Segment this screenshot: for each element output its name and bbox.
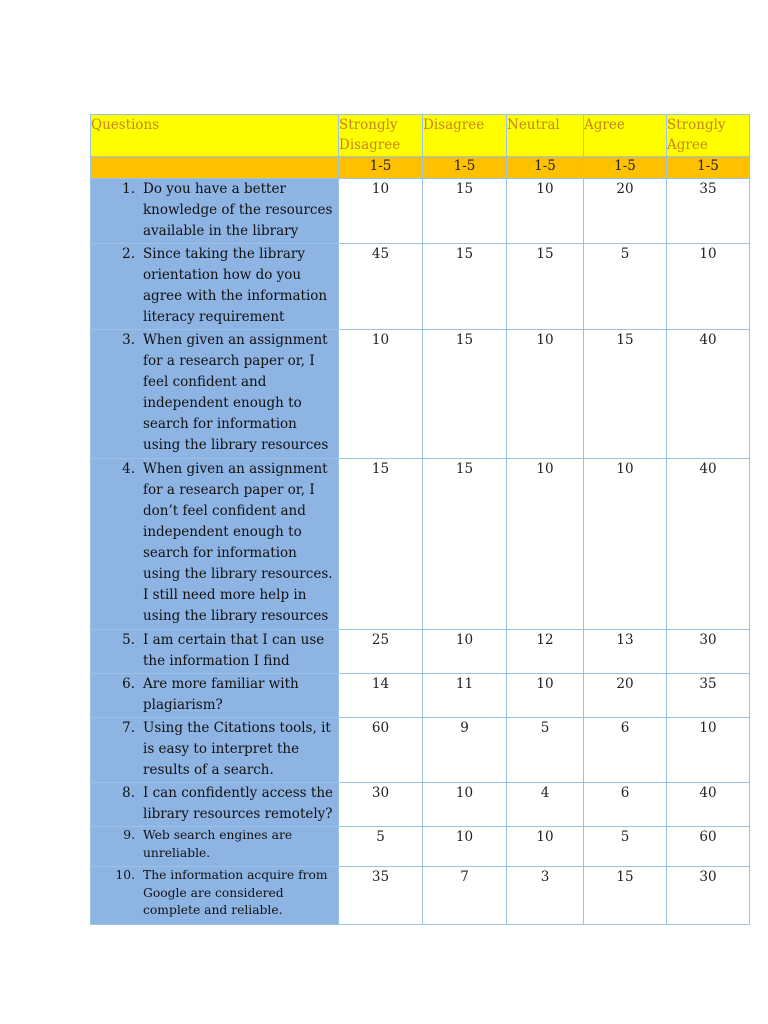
value-cell: 15 xyxy=(584,330,667,459)
value-cell: 10 xyxy=(507,330,584,459)
value-cell: 15 xyxy=(507,244,584,330)
question-number: 5. xyxy=(122,632,135,648)
question-text: Since taking the library orientation how do you agree with the information literacy requirement xyxy=(143,246,328,325)
value-cell: 14 xyxy=(339,674,423,718)
value-cell: 10 xyxy=(507,179,584,244)
question-text: Web search engines are unreliable. xyxy=(143,828,293,860)
value-cell: 6 xyxy=(584,783,667,827)
value-cell: 20 xyxy=(584,674,667,718)
scale-cell: 1-5 xyxy=(339,157,423,179)
value-cell: 7 xyxy=(423,867,507,925)
header-strongly-agree: Strongly Agree xyxy=(667,115,750,157)
table-row xyxy=(91,244,750,330)
value-cell: 35 xyxy=(667,674,750,718)
value-cell: 3 xyxy=(507,867,584,925)
value-cell: 60 xyxy=(339,718,423,783)
value-cell: 10 xyxy=(667,244,750,330)
value-cell: 15 xyxy=(423,330,507,459)
value-cell: 5 xyxy=(507,718,584,783)
question-text: Do you have a better knowledge of the resources available in the library xyxy=(143,181,333,239)
value-cell: 9 xyxy=(423,718,507,783)
value-cell: 30 xyxy=(339,783,423,827)
header-agree: Agree xyxy=(584,115,667,157)
value-cell: 10 xyxy=(423,630,507,674)
value-cell: 40 xyxy=(667,330,750,459)
value-cell: 12 xyxy=(507,630,584,674)
question-number: 7. xyxy=(122,720,135,736)
value-cell: 45 xyxy=(339,244,423,330)
value-cell: 40 xyxy=(667,459,750,630)
value-cell: 10 xyxy=(507,827,584,867)
question-text: When given an assignment for a research paper or, I don’t feel confident and independent enough to search for information using the library resources. I still need more help in using the library resources xyxy=(143,461,333,624)
question-text: Using the Citations tools, it is easy to interpret the results of a search. xyxy=(143,720,331,778)
value-cell: 35 xyxy=(667,179,750,244)
table-row xyxy=(91,867,750,925)
header-strongly-disagree: Strongly Disagree xyxy=(339,115,423,157)
question-text: I am certain that I can use the information I find xyxy=(143,632,325,669)
question-number: 9. xyxy=(123,828,135,842)
question-cell xyxy=(91,630,339,674)
question-number: 4. xyxy=(122,461,135,477)
question-cell xyxy=(91,718,339,783)
value-cell: 10 xyxy=(584,459,667,630)
question-cell xyxy=(91,179,339,244)
question-number: 6. xyxy=(122,676,135,692)
header-questions: Questions xyxy=(91,115,339,157)
question-cell xyxy=(91,783,339,827)
value-cell: 15 xyxy=(423,459,507,630)
value-cell: 10 xyxy=(507,459,584,630)
value-cell: 15 xyxy=(584,867,667,925)
table-row xyxy=(91,827,750,867)
value-cell: 40 xyxy=(667,783,750,827)
value-cell: 30 xyxy=(667,867,750,925)
value-cell: 10 xyxy=(339,330,423,459)
scale-cell: 1-5 xyxy=(584,157,667,179)
question-text: When given an assignment for a research paper or, I feel confident and independent enough to search for information using the library resources xyxy=(143,332,329,453)
table-row xyxy=(91,718,750,783)
value-cell: 6 xyxy=(584,718,667,783)
value-cell: 15 xyxy=(423,179,507,244)
question-cell xyxy=(91,330,339,459)
value-cell: 5 xyxy=(339,827,423,867)
value-cell: 20 xyxy=(584,179,667,244)
question-cell xyxy=(91,674,339,718)
question-text: I can confidently access the library resources remotely? xyxy=(143,785,334,822)
value-cell: 15 xyxy=(423,244,507,330)
table-row xyxy=(91,330,750,459)
header-row xyxy=(91,115,750,157)
table-row xyxy=(91,783,750,827)
table-row xyxy=(91,179,750,244)
question-text: Are more familiar with plagiarism? xyxy=(143,676,299,713)
header-neutral: Neutral xyxy=(507,115,584,157)
question-number: 8. xyxy=(122,785,135,801)
value-cell: 15 xyxy=(339,459,423,630)
value-cell: 13 xyxy=(584,630,667,674)
scale-cell xyxy=(91,157,339,179)
question-number: 10. xyxy=(115,868,135,882)
survey-table xyxy=(90,114,750,925)
value-cell: 10 xyxy=(667,718,750,783)
question-number: 2. xyxy=(122,246,135,262)
scale-cell: 1-5 xyxy=(667,157,750,179)
question-cell xyxy=(91,867,339,925)
scale-cell: 1-5 xyxy=(507,157,584,179)
question-cell xyxy=(91,827,339,867)
value-cell: 10 xyxy=(423,827,507,867)
value-cell: 25 xyxy=(339,630,423,674)
question-number: 1. xyxy=(122,181,135,197)
table-row xyxy=(91,630,750,674)
value-cell: 30 xyxy=(667,630,750,674)
value-cell: 10 xyxy=(423,783,507,827)
value-cell: 4 xyxy=(507,783,584,827)
question-number: 3. xyxy=(122,332,135,348)
table-row xyxy=(91,674,750,718)
value-cell: 60 xyxy=(667,827,750,867)
question-text: The information acquire from Google are considered complete and reliable. xyxy=(143,868,328,917)
question-cell xyxy=(91,459,339,630)
scale-cell: 1-5 xyxy=(423,157,507,179)
value-cell: 35 xyxy=(339,867,423,925)
value-cell: 5 xyxy=(584,827,667,867)
value-cell: 10 xyxy=(339,179,423,244)
scale-row xyxy=(91,157,750,179)
value-cell: 11 xyxy=(423,674,507,718)
header-disagree: Disagree xyxy=(423,115,507,157)
table-row xyxy=(91,459,750,630)
value-cell: 5 xyxy=(584,244,667,330)
value-cell: 10 xyxy=(507,674,584,718)
question-cell xyxy=(91,244,339,330)
